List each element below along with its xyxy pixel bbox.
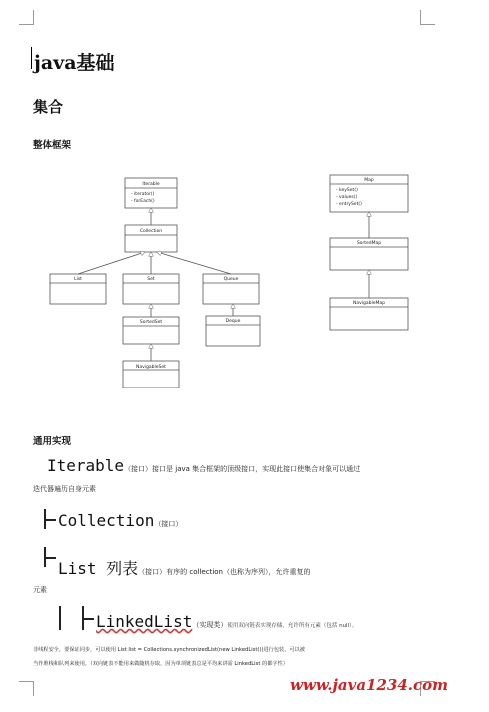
queue-class-box (203, 274, 259, 304)
collection-framework-diagram (40, 168, 420, 388)
deque-label: Deque (225, 319, 241, 324)
iterable-label: Iterable (142, 182, 160, 187)
list-description: （接口）有序的 collection（也称为序列），允许重复的 (138, 568, 311, 576)
list-term: List 列表 (58, 559, 139, 578)
linkedlist-paragraph-line3[interactable]: 当作堆栈和队列来使用。（双向链表不能用来做随机存取，因为单项链表总是平均来讲需 LinkedList 的都字性） (33, 661, 288, 667)
watermark: www.java1234.com (290, 676, 449, 694)
navigablemap-label: NavigableMap (352, 301, 386, 306)
iterable-paragraph-line1[interactable] (47, 456, 360, 475)
map-method: - entrySet() (336, 202, 362, 207)
iterable-paragraph-line2[interactable]: 迭代器遍历自身元素 (33, 485, 96, 493)
tree-connector (82, 618, 94, 620)
collection-paragraph[interactable] (58, 511, 182, 530)
set-class-box (123, 274, 179, 304)
navigablemap-class-box (330, 298, 408, 330)
text-cursor (31, 47, 32, 69)
subsection-heading-framework[interactable]: 整体框架 (33, 140, 72, 151)
sortedset-class-box (123, 317, 179, 344)
sortedset-label: SortedSet (139, 320, 163, 325)
set-label: Set (147, 277, 155, 282)
collection-class-box (125, 225, 177, 252)
iterable-method: - forEach() (131, 199, 155, 204)
linkedlist-description: 使用双向链表实现存储，允许所有元素（包括 null）。 (227, 623, 358, 629)
tree-connector (59, 606, 61, 630)
iterable-method: - iterator() (131, 192, 155, 197)
list-label: List (74, 277, 82, 282)
section-heading[interactable]: 集合 (33, 98, 64, 116)
linkedlist-note: （实现类） (192, 621, 228, 629)
navigableset-class-box (123, 361, 179, 388)
page-corner-mark-bottom-left (19, 681, 34, 696)
iterable-description: （接口）接口是 java 集合框架的顶级接口，实现此接口使集合对象可以通过 (124, 465, 361, 473)
collection-label: Collection (139, 229, 163, 234)
collection-term: Collection (58, 511, 155, 530)
navigableset-label: NavigableSet (136, 365, 166, 370)
collection-note: （接口） (154, 520, 183, 528)
map-method: - keySet() (336, 188, 358, 193)
document-title[interactable]: java基础 (34, 52, 115, 74)
list-paragraph-line1[interactable] (58, 556, 310, 579)
linkedlist-paragraph-line1[interactable] (96, 612, 357, 631)
map-class-box (330, 175, 408, 212)
tree-connector (44, 557, 56, 559)
subsection-heading-implementations[interactable]: 通用实现 (33, 436, 72, 447)
queue-label: Queue (223, 277, 239, 282)
iterable-term: Iterable (47, 456, 125, 475)
list-class-box (50, 274, 106, 304)
iterable-class-box (125, 178, 177, 208)
list-paragraph-line2[interactable]: 元素 (33, 586, 47, 594)
sortedmap-class-box (330, 238, 408, 270)
deque-class-box (206, 316, 260, 346)
map-label: Map (364, 178, 374, 183)
page-corner-mark-top-left (19, 10, 34, 25)
linkedlist-term: LinkedList (96, 612, 193, 631)
linkedlist-paragraph-line2[interactable]: 非线程安全，要保证同步，可以使用 List list = Collections.synchronizedList(new LinkedList())进行包装，可以被 (33, 647, 305, 653)
page-corner-mark-top-right (420, 10, 435, 25)
tree-connector (44, 519, 56, 521)
map-method: - values() (336, 195, 358, 200)
sortedmap-label: SortedMap (356, 241, 382, 246)
